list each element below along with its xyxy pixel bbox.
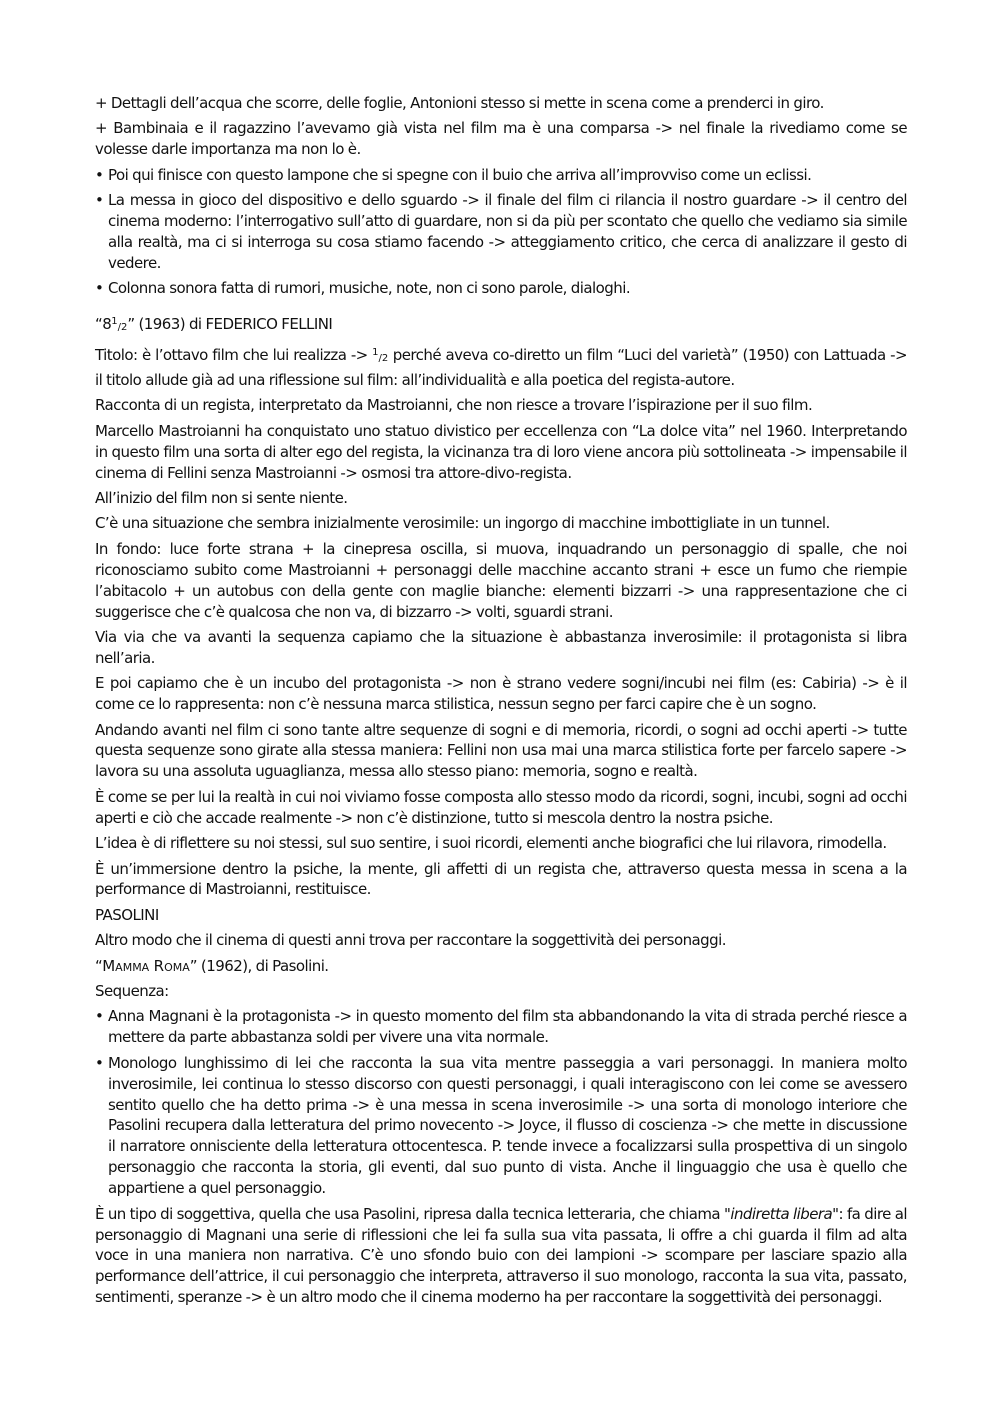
bullet-item-soundtrack: • Colonna sonora fatta di rumori, musiche, note, non ci sono parole, dialoghi.: [95, 278, 907, 299]
sequenza-label: Sequenza:: [95, 982, 169, 1001]
pasolini-heading: PASOLINI: [95, 905, 159, 924]
pasolini-closing-paragraph: È un tipo di soggettiva, quella che usa Pasolini, ripresa dalla tecnica letteraria, che chiama "indiretta libera": fa dire al personaggio di Magnani una serie di riflessioni che lei fa sulla sua vita passata, li offre a chi guarda il film ad alta voce in una maniera non narrativa. C’è uno sfondo buio con dei lampioni -> scompare per lasciare spazio alla performance dell’attrice, il cui personaggio che interpreta, attraverso il suo monologo, racconta la sua vita, passato, sentimenti, speranze -> è un altro modo che il cinema moderno ha per raccontare la soggettività dei personaggi.: [95, 1204, 907, 1307]
fellini-paragraph: Via via che va avanti la sequenza capiamo che la situazione è abbastanza inverosimile: il protagonista si libra nell’aria.: [95, 627, 907, 667]
bullet-item-monologue: • Monologo lunghissimo di lei che racconta la sua vita mentre passeggia a vari personaggi. In maniera molto inverosimile, lei continua lo stesso discorso con questi personaggi, i quali interagiscono con lei come se avessero sentito quello che ha detto prima -> è una messa in scena inverosimile -> una sorta di monologo interiore che Pasolini recupera dalla letteratura del primo novecento -> Joyce, il flusso di coscienza -> che mette in discussione il narratore onnisciente della letteratura ottocentesca. P. tende invece a focalizzarsi sulla prospettiva di un singolo personaggio che racconta la storia, gli eventi, dal suo punto di vista. Anche il linguaggio che usa è quello che appartiene a quel personaggio.: [95, 1053, 907, 1199]
mamma-roma-heading: “Mamma Roma” (1962), di Pasolini.: [95, 956, 329, 975]
fellini-paragraph: Andando avanti nel film ci sono tante altre sequenze di sogni e di memoria, ricordi, o sogni ad occhi aperti -> tutte questa sequenze sono girate alla stessa maniera: Fellini non usa mai una marca stilistica forte per farcelo sapere -> lavora su una assoluta uguaglianza, messa allo stesso piano: memoria, sogno e realtà.: [95, 720, 907, 781]
fellini-paragraph: Racconta di un regista, interpretato da Mastroianni, che non riesce a trovare l’ispirazione per il suo film.: [95, 396, 813, 415]
pasolini-intro: Altro modo che il cinema di questi anni trova per raccontare la soggettività dei personaggi.: [95, 931, 726, 950]
detail-note-water: + Dettagli dell’acqua che scorre, delle foglie, Antonioni stesso si mette in scena come a prenderci in giro.: [95, 94, 824, 112]
fellini-title-paragraph: Titolo: è l’ottavo film che lui realizza -> $^1$/2 perché aveva co-diretto un film “Luci del varietà” (1950) con Lattuada -> il titolo allude già ad una riflessione sul film: all’individualità e alla poetica del regista-autore.: [95, 346, 907, 389]
fellini-paragraph: È come se per lui la realtà in cui noi viviamo fosse composta allo stesso modo da ricordi, sogni, incubi, sogni ad occhi aperti e ciò che accade realmente -> non c’è distinzione, tutto si mescola dentro la nostra psiche.: [95, 787, 907, 827]
fellini-paragraph: Marcello Mastroianni ha conquistato uno statuo divistico per eccellenza con “La dolce vita” nel 1960. Interpretando in questo film una sorta di alter ego del regista, la vicinanza tra di loro viene ancora più sottolineata -> impensabile il cinema di Fellini senza Mastroianni -> osmosi tra attore-divo-regista.: [95, 421, 907, 482]
fellini-paragraph: All’inizio del film non si sente niente.: [95, 489, 348, 507]
fellini-paragraph: In fondo: luce forte strana + la cinepresa oscilla, si muova, inquadrando un personaggio di spalle, che noi riconosciamo subito come Mastroianni + personaggi delle macchine accanto strani + esce un fumo che riempie l’abitacolo + un autobus con della gente con maglie bianche: elementi bizzarri -> una rappresentazione che ci suggerisce che c’è qualcosa che non va, di bizzarro -> volti, sguardi strani.: [95, 539, 907, 621]
fellini-paragraph: È un’immersione dentro la psiche, la mente, gli affetti di un regista che, attraverso questa messa in scena a la performance di Mastroianni, restituisce.: [95, 859, 907, 899]
bullet-item-gaze: • La messa in gioco del dispositivo e dello sguardo -> il finale del film ci rilancia il nostro guardare -> il centro del cinema moderno: l’interrogativo sull’atto di guardare, non si da più per scontato che quello che vediamo sia simile alla realtà, ma ci si interroga su cosa stiamo facendo -> atteggiamento critico, che cerca di analizzare il gesto di vedere.: [95, 190, 907, 274]
bullet-item-magnani: • Anna Magnani è la protagonista -> in questo momento del film sta abbandonando la vita di strada perché riesce a mettere da parte abbastanza soldi per vivere una vita normale.: [95, 1006, 907, 1048]
bullet-item-ending: • Poi qui finisce con questo lampone che si spegne con il buio che arriva all’improvviso come un eclissi.: [95, 165, 907, 186]
document-page: [95, 93, 907, 1313]
antonioni-bullet-list: [95, 165, 907, 299]
fellini-paragraph: E poi capiamo che è un incubo del protagonista -> non è strano vedere sogni/incubi nei film (es: Cabiria) -> è il come ce lo rappresenta: non c’è nessuna marca stilistica, nessun segno per farci capire che è un sogno.: [95, 674, 907, 714]
fellini-heading: “$8^1/2$” (1963) di FEDERICO FELLINI: [95, 314, 333, 333]
pasolini-bullet-list: [95, 1006, 907, 1199]
fellini-paragraph: C’è una situazione che sembra inizialmente verosimile: un ingorgo di macchine imbottigliate in un tunnel.: [95, 514, 830, 533]
detail-note-nanny: + Bambinaia e il ragazzino l’avevamo già vista nel film ma è una comparsa -> nel finale la rivediamo come se volesse darle importanza ma non lo è.: [95, 119, 907, 159]
fellini-paragraph: L’idea è di riflettere su noi stessi, sul suo sentire, i suoi ricordi, elementi anche biografici che lui rilavora, rimodella.: [95, 834, 887, 853]
